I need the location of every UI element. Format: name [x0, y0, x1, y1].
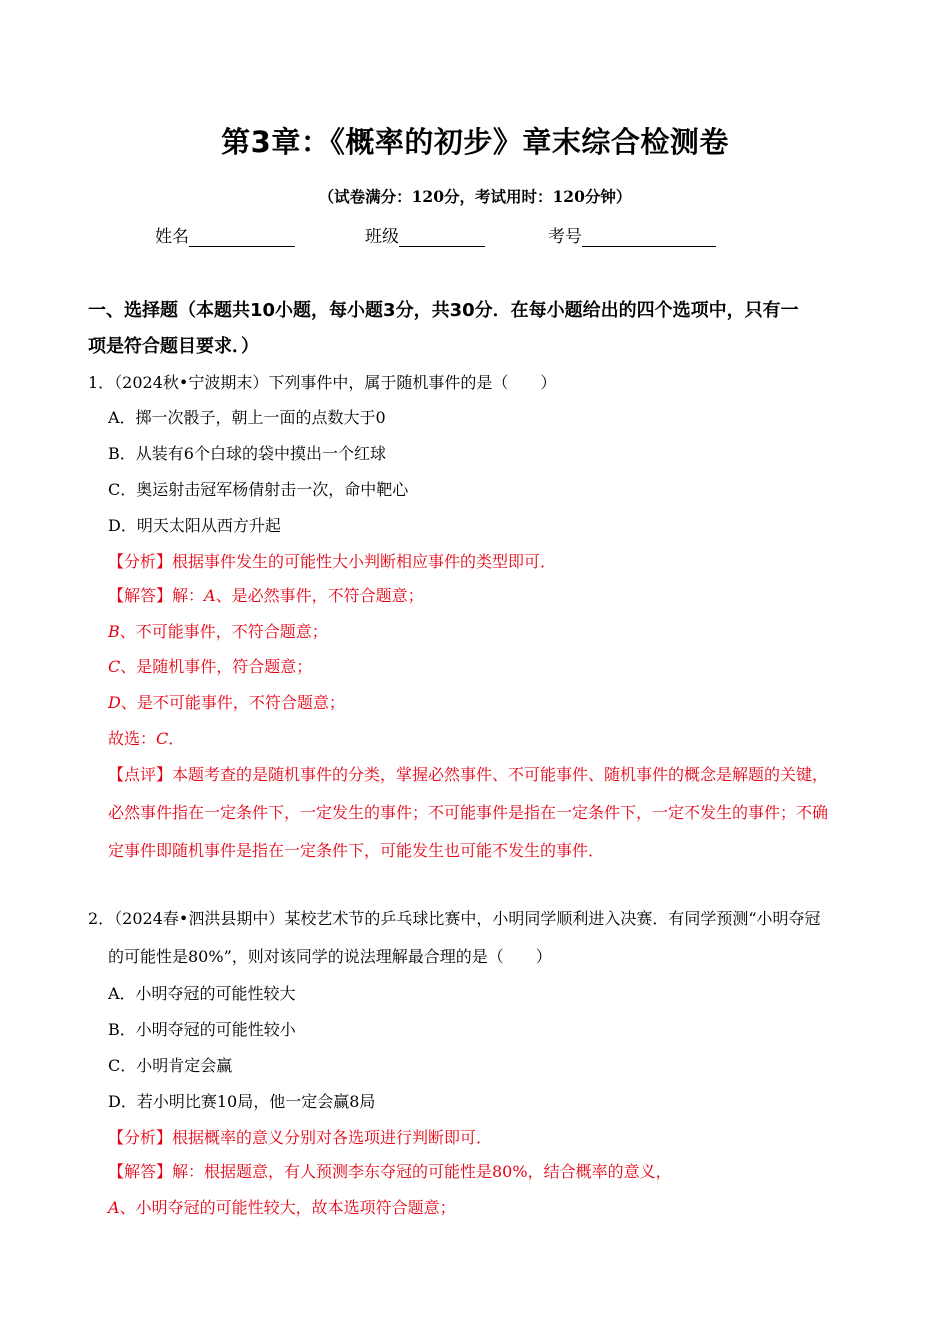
q1-answer-c-letter: C: [108, 657, 121, 676]
q2-option-d: D．若小明比赛10局，他一定会赢8局: [108, 1092, 376, 1111]
q1-choice-suffix: ．: [168, 729, 185, 748]
class-blank: [399, 228, 485, 247]
name-label: 姓名: [155, 227, 189, 247]
exam-info: （试卷满分：120分，考试用时：120分钟）: [318, 187, 632, 206]
q2-stem-line2: 的可能性是80%”，则对该同学的说法理解最合理的是（ ）: [108, 947, 552, 966]
q1-comment-line1: 【点评】本题考查的是随机事件的分类，掌握必然事件、不可能事件、随机事件的概念是解题的关键，: [108, 765, 829, 784]
q2-option-a: A．小明夺冠的可能性较大: [108, 984, 296, 1003]
q1-option-a: A．掷一次骰子，朝上一面的点数大于0: [108, 408, 386, 427]
section-heading-line1: 一、选择题（本题共10小题，每小题3分，共30分．在每小题给出的四个选项中，只有一: [88, 300, 799, 321]
q1-answer-prefix: 【解答】解：: [108, 586, 205, 605]
exam-no-blank: [582, 228, 716, 247]
q1-answer-a-text: 、是必然事件，不符合题意；: [215, 586, 424, 605]
exam-no-label: 考号: [548, 227, 582, 247]
q1-choice-letter: C: [156, 729, 169, 748]
class-label: 班级: [365, 227, 399, 247]
q1-answer-d-text: 、是不可能事件，不符合题意；: [120, 693, 345, 712]
exam-no-field: [548, 222, 716, 247]
q1-comment-line2: 必然事件指在一定条件下，一定发生的事件；不可能事件是指在一定条件下，一定不发生的事件；不确: [108, 803, 829, 822]
q1-answer-b: [108, 619, 328, 642]
q1-analysis: 【分析】根据事件发生的可能性大小判断相应事件的类型即可．: [108, 552, 557, 571]
name-field: [155, 222, 295, 247]
q2-analysis: 【分析】根据概率的意义分别对各选项进行判断即可．: [108, 1128, 493, 1147]
q1-answer-c: [108, 654, 312, 677]
q1-answer-c-text: 、是随机事件，符合题意；: [120, 657, 313, 676]
q2-answer-a-letter: A: [108, 1198, 120, 1217]
q1-option-b: B．从装有6个白球的袋中摸出一个红球: [108, 444, 386, 463]
q1-option-d: D．明天太阳从西方升起: [108, 516, 281, 535]
q1-choice: [108, 726, 184, 749]
q1-stem: 1．（2024秋•宁波期末）下列事件中，属于随机事件的是（ ）: [88, 373, 557, 392]
section-heading-line2: 项是符合题目要求．）: [88, 336, 259, 357]
name-blank: [189, 228, 295, 247]
q2-answer-a-text: 、小明夺冠的可能性较大，故本选项符合题意；: [119, 1198, 456, 1217]
q2-option-b: B．小明夺冠的可能性较小: [108, 1020, 296, 1039]
q2-answer-line1: 【解答】解：根据题意，有人预测李东夺冠的可能性是80%，结合概率的意义，: [108, 1162, 672, 1181]
q1-answer-a: [108, 583, 424, 606]
q2-stem-line1: 2．（2024春•泗洪县期中）某校艺术节的乒乓球比赛中，小明同学顺利进入决赛．有同学预测“小明夺冠: [88, 909, 821, 928]
class-field: [365, 222, 485, 247]
q1-option-c: C．奥运射击冠军杨倩射击一次，命中靶心: [108, 480, 409, 499]
q1-answer-a-letter: A: [204, 586, 216, 605]
q1-answer-d: [108, 690, 345, 713]
q2-option-c: C．小明肯定会赢: [108, 1056, 233, 1075]
q2-answer-a: [108, 1195, 456, 1218]
page-title: 第3章：《概率的初步》章末综合检测卷: [221, 125, 729, 159]
q1-choice-prefix: 故选：: [108, 729, 157, 748]
q1-answer-b-letter: B: [108, 622, 120, 641]
q1-comment-line3: 定事件即随机事件是指在一定条件下，可能发生也可能不发生的事件．: [108, 841, 605, 860]
q1-answer-b-text: 、不可能事件，不符合题意；: [119, 622, 328, 641]
q1-answer-d-letter: D: [108, 693, 121, 712]
